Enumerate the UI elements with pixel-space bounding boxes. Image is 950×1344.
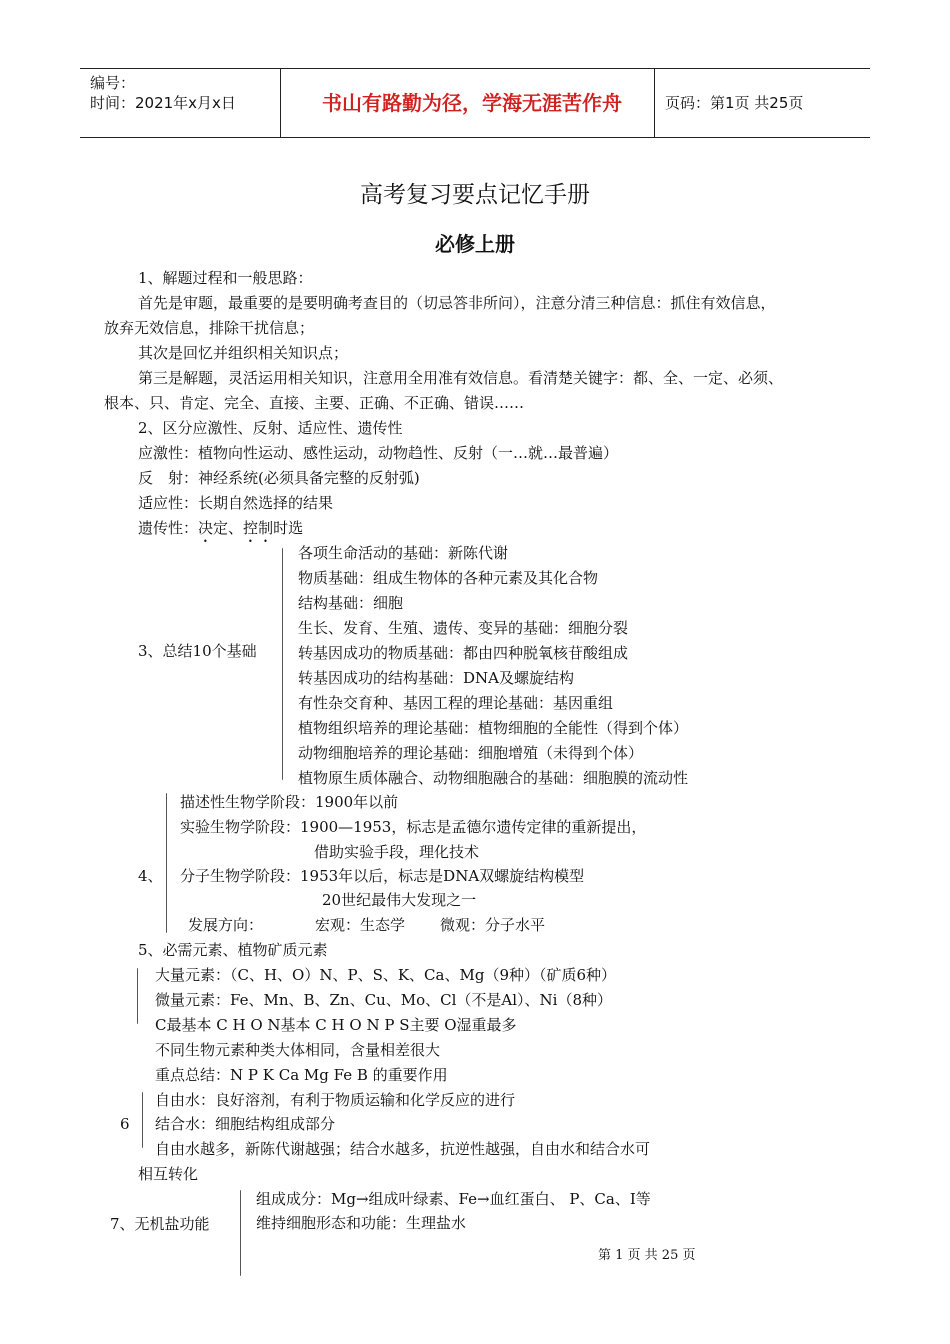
section-3-item: 物质基础：组成生物体的各种元素及其化合物 — [298, 569, 599, 587]
header-motto: 书山有路勤为径，学海无涯苦作舟 — [322, 91, 622, 115]
section-3-item: 植物原生质体融合、动物细胞融合的基础：细胞膜的流动性 — [298, 769, 689, 787]
section-5-line: 不同生物元素种类大体相同，含量相差很大 — [155, 1041, 441, 1059]
text-run: 时选 — [273, 519, 304, 537]
section-5-heading: 5、必需元素、植物矿质元素 — [138, 941, 328, 959]
section-6-line: 自由水：良好溶剂，有利于物质运输和化学反应的进行 — [155, 1091, 516, 1109]
section-7-line: 维持细胞形态和功能：生理盐水 — [256, 1214, 467, 1232]
section-2-heading: 2、区分应激性、反射、适应性、遗传性 — [138, 419, 403, 437]
section-7-label: 7、无机盐功能 — [110, 1215, 210, 1233]
section-7-line: 组成成分：Mg→组成叶绿素、Fe→血红蛋白、 P、Ca、I等 — [256, 1190, 651, 1208]
section-1-para: 放弃无效信息，排除干扰信息； — [104, 319, 315, 337]
doc-date: 时间：2021年x月x日 — [90, 94, 236, 112]
section-2-line: 应激性：植物向性运动、感性运动，动物趋性、反射（一…就…最普遍） — [138, 444, 619, 462]
section-1-para: 根本、只、肯定、完全、直接、主要、正确、不正确、错误…… — [104, 394, 525, 412]
section-5-line: C最基本 C H O N基本 C H O N P S主要 O湿重最多 — [155, 1016, 517, 1034]
header-meta — [90, 73, 236, 113]
section-1-heading: 1、解题过程和一般思路： — [138, 269, 313, 287]
section-7-brace — [240, 1190, 241, 1276]
section-4-line: 借助实验手段，理化技术 — [314, 843, 480, 861]
section-2-line: 适应性：长期自然选择的结果 — [138, 494, 334, 512]
section-2-line — [138, 518, 303, 546]
header-divider — [654, 69, 655, 137]
section-4-brace — [166, 793, 167, 933]
section-4-line: 发展方向： — [188, 916, 264, 934]
header-page-number: 页码：第1页 共25页 — [665, 94, 804, 112]
section-3-item: 植物组织培养的理论基础：植物细胞的全能性（得到个体） — [298, 719, 689, 737]
section-3-label: 3、总结10个基础 — [138, 642, 257, 660]
text-run: 定、 — [213, 519, 244, 537]
section-1-para: 首先是审题，最重要的是要明确考查目的（切忌答非所问），注意分清三种信息：抓住有效信息， — [138, 294, 776, 312]
header-divider — [280, 69, 281, 137]
section-3-item: 各项生命活动的基础：新陈代谢 — [298, 544, 509, 562]
section-5-brace — [137, 968, 138, 1024]
section-4-line: 实验生物学阶段：1900—1953，标志是孟德尔遗传定律的重新提出， — [180, 818, 647, 836]
section-3-item: 生长、发育、生殖、遗传、变异的基础：细胞分裂 — [298, 619, 629, 637]
section-4-line: 分子生物学阶段：1953年以后，标志是DNA双螺旋结构模型 — [180, 867, 585, 885]
section-3-item: 有性杂交育种、基因工程的理论基础：基因重组 — [298, 694, 614, 712]
section-6-line: 自由水越多，新陈代谢越强；结合水越多，抗逆性越强，自由水和结合水可 — [155, 1140, 651, 1158]
section-3-item: 转基因成功的物质基础：都由四种脱氧核苷酸组成 — [298, 644, 629, 662]
section-6-line: 结合水：细胞结构组成部分 — [155, 1115, 336, 1133]
section-1-para: 第三是解题，灵活运用相关知识，注意用全用准有效信息。看清楚关键字：都、全、一定、必须、 — [138, 369, 784, 387]
section-3-brace — [282, 548, 283, 780]
page-title: 高考复习要点记忆手册 — [360, 182, 590, 208]
section-3-item: 转基因成功的结构基础：DNA及螺旋结构 — [298, 669, 574, 687]
section-4-line: 20世纪最伟大发现之一 — [322, 891, 477, 909]
section-4-line: 描述性生物学阶段：1900年以前 — [180, 793, 399, 811]
section-5-line: 微量元素：Fe、Mn、B、Zn、Cu、Mo、Cl（不是Al）、Ni（8种） — [155, 991, 612, 1009]
section-4-label: 4、 — [138, 867, 163, 885]
text-run: 遗传性： — [138, 519, 199, 537]
section-4-line: 宏观：生态学 — [315, 916, 406, 934]
page-footer: 第 1 页 共 25 页 — [598, 1248, 696, 1263]
emphasis-text: 控 — [243, 519, 259, 537]
section-2-line: 反 射：神经系统(必须具备完整的反射弧) — [138, 469, 420, 487]
section-5-line: 重点总结：N P K Ca Mg Fe B 的重要作用 — [155, 1066, 448, 1084]
section-6-line: 相互转化 — [138, 1165, 199, 1183]
page-subtitle: 必修上册 — [435, 232, 515, 256]
emphasis-text: 决 — [198, 519, 214, 537]
section-1-para: 其次是回忆并组织相关知识点； — [138, 344, 349, 362]
section-4-line: 微观：分子水平 — [440, 916, 546, 934]
section-6-brace — [142, 1092, 143, 1148]
section-6-label: 6 — [120, 1115, 130, 1133]
section-3-item: 结构基础：细胞 — [298, 594, 404, 612]
emphasis-text: 制 — [258, 519, 274, 537]
page-header — [80, 68, 870, 138]
section-5-line: 大量元素：（C、H、O）N、P、S、K、Ca、Mg（9种）（矿质6种） — [155, 966, 617, 984]
doc-number-label: 编号： — [90, 74, 136, 92]
section-3-item: 动物细胞培养的理论基础：细胞增殖（未得到个体） — [298, 744, 644, 762]
